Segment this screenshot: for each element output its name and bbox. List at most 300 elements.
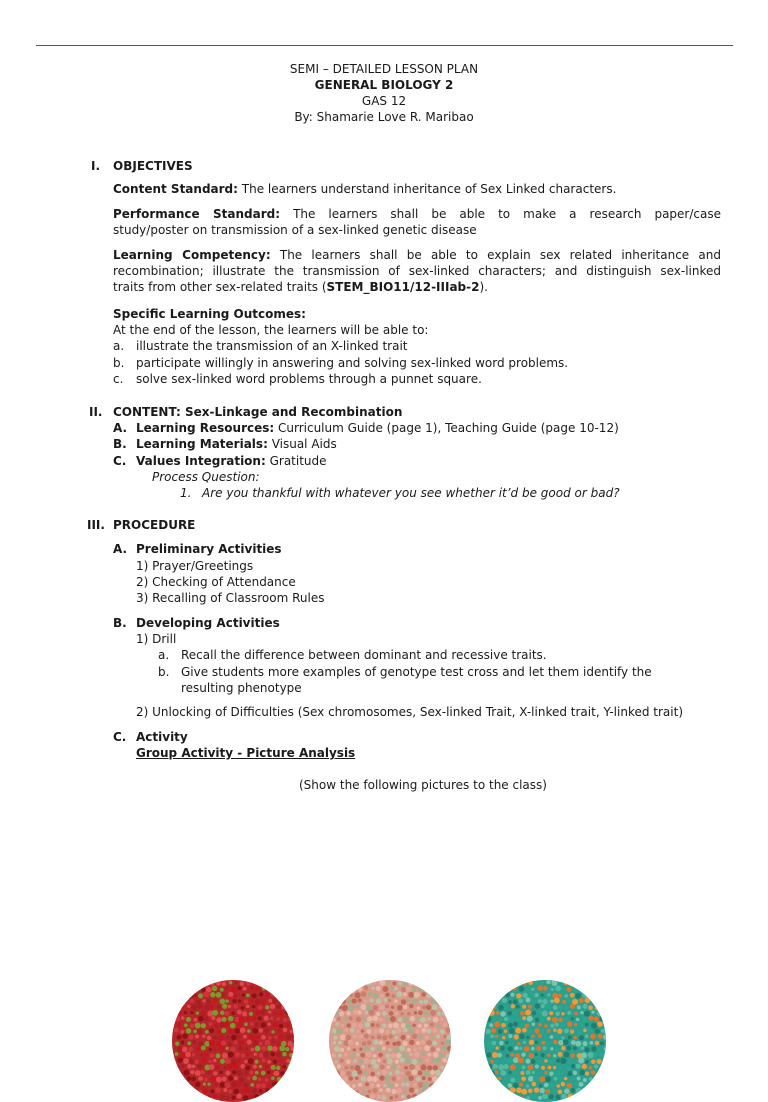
plate-dot [365,1095,369,1099]
plate-dot [520,1096,523,1099]
plate-dot [590,1041,594,1045]
plate-dot [371,1023,375,1027]
plate-dot [190,1011,193,1014]
plate-dot [575,1041,581,1047]
plate-dot [192,1040,196,1044]
plate-dot [578,1022,584,1028]
doc-grade: GAS 12 [361,94,407,108]
plate-dot [566,1083,572,1089]
plate-dot [195,1082,201,1088]
plate-dot [370,1094,375,1099]
plate-dot [403,1017,409,1023]
content-standard-label: Content Standard: [113,182,238,196]
plate-dot [545,1089,550,1094]
plate-dot [428,1017,431,1020]
plate-dot [189,1059,195,1065]
plate-dot [352,1084,356,1088]
plate-dot [487,981,492,986]
plate-dot [279,1045,285,1051]
plate-dot [244,1060,248,1064]
plate-dot [440,1066,444,1070]
plate-dot [597,998,602,1003]
plate-dot [522,980,528,985]
plate-dot [583,1078,587,1082]
plate-dot [444,980,449,985]
plate-dot [250,986,254,990]
plate-dot [175,1066,179,1070]
plate-dot [532,1082,537,1087]
plate-dot [490,1060,494,1064]
plate-dot [356,1053,360,1057]
plate-dot [348,1040,353,1045]
plate-dot [204,1016,208,1020]
plate-dot [493,993,497,997]
plate-dot [568,1071,573,1076]
plate-dot [204,1078,208,1082]
plate-dot [212,986,217,991]
plate-dot [377,1072,380,1075]
plate-dot [600,1041,604,1045]
plate-dot [388,1023,393,1028]
plate-dot [271,1052,276,1057]
plate-dot [174,1076,179,1081]
plate-dot [281,1005,285,1009]
plate-dot [373,1015,379,1021]
plate-dot [273,1012,276,1015]
plate-dot [180,992,186,998]
plate-dot [534,1087,539,1092]
section-num-procedure: III. [87,518,105,532]
plate-dot [558,1040,563,1045]
plate-dot [334,1071,340,1077]
plate-dot [449,1060,451,1064]
plate-dot [344,1053,348,1057]
plate-dot [541,1066,545,1070]
plate-dot [564,1065,569,1070]
plate-dot [196,987,199,990]
plate-dot [430,1010,436,1016]
plate-dot [267,1071,271,1075]
plate-dot [531,1047,535,1051]
plate-dot [390,1016,396,1022]
plate-dot [245,1065,250,1070]
list-item: 3) Recalling of Classroom Rules [136,591,325,605]
plate-dot [272,1046,278,1052]
plate-dot [196,1095,199,1098]
plate-dot [527,1096,531,1100]
plate-dot [395,1083,399,1087]
plate-dot [420,1017,426,1023]
plate-dot [501,1083,505,1087]
plate-dot [430,1047,435,1052]
plate-dot [558,1089,563,1094]
plate-dot [357,1070,362,1075]
plate-dot [243,1083,248,1088]
plate-dot [437,1084,441,1088]
plate-dot [186,1088,191,1093]
plate-dot [513,1083,518,1088]
section-num-objectives: I. [91,159,101,173]
plate-dot [518,1058,524,1064]
plate-dot [377,1046,382,1051]
plate-dot [419,1047,422,1050]
plate-dot [574,1059,579,1064]
plate-dot [373,1064,378,1069]
plate-dot [289,981,294,986]
plate-dot [516,1004,520,1008]
plate-dot [406,986,412,992]
plate-dot [262,987,265,990]
plate-dot [187,1064,192,1069]
list-item: C. Values Integration: Gratitude [113,454,327,468]
plate-dot [233,1004,238,1009]
plate-dot [502,998,507,1003]
plate-dot [198,1041,203,1046]
ishihara-plate-teal-orange [484,980,606,1102]
plate-dot [540,993,543,996]
plate-dot [291,1070,294,1074]
plate-dot [445,1065,449,1069]
plate-dot [285,1084,288,1087]
plate-dot [175,1041,179,1045]
plate-dot [503,1064,508,1069]
plate-dot [394,999,398,1003]
plate-dot [582,1089,588,1095]
learning-competency-line3: traits from other sex-related traits (STEM_BIO11/12-IIIab-2). [113,280,488,294]
plate-dot [426,1040,432,1046]
plate-dot [333,1036,337,1040]
plate-dot [198,980,203,985]
plate-dot [414,1011,417,1014]
plate-dot [176,999,182,1005]
plate-dot [550,1035,554,1039]
plate-dot [513,987,516,990]
plate-dot [285,1047,289,1051]
plate-dot [501,1060,505,1064]
plate-dot [591,1095,596,1100]
list-item: a. illustrate the transmission of an X-linked trait [113,339,408,353]
plate-dot [536,1046,541,1051]
plate-dot [363,1058,369,1064]
plate-dot [182,986,187,991]
plate-dot [519,1034,525,1040]
plate-dot [492,1041,497,1046]
plate-dot [599,1003,604,1008]
plate-dot [367,1029,372,1034]
plate-dot [292,1094,294,1099]
plate-dot [449,1096,451,1100]
plate-dot [364,1034,369,1039]
plate-dot [254,1094,259,1099]
plate-dot [585,1071,589,1075]
doc-subject: GENERAL BIOLOGY 2 [314,78,454,92]
plate-dot [222,1053,228,1059]
plate-dot [496,1046,499,1049]
content-standard-text: The learners understand inheritance of Sex Linked characters. [237,182,617,196]
plate-dot [418,1058,422,1062]
plate-dot [492,1077,496,1081]
plate-dot [572,986,578,992]
plate-dot [209,1053,214,1058]
plate-dot [584,1083,590,1089]
plate-dot [181,1064,184,1067]
plate-dot [529,992,534,997]
plate-dot [370,1072,375,1077]
plate-dot [561,1036,564,1039]
plate-dot [217,1029,221,1033]
plate-dot [278,1034,283,1039]
plate-dot [387,980,390,983]
plate-dot [278,1029,282,1033]
plate-dot [387,1065,390,1068]
plate-dots [484,980,606,1102]
plate-dot [258,1028,263,1033]
plate-dot [526,998,531,1003]
plate-dot [517,1076,521,1080]
plate-dot [279,1083,285,1089]
plate-dot [225,999,229,1003]
plate-dot [593,993,598,998]
plate-dot [196,1047,200,1051]
plate-dot [224,1082,230,1088]
plate-dot [198,1076,203,1081]
plate-dot [591,1059,596,1064]
plate-dot [553,1029,556,1032]
plate-dot [509,1028,515,1034]
plate-dot [385,1004,389,1008]
plate-dot [186,1028,192,1034]
plate-dot [513,1094,518,1099]
plate-dot [331,1053,336,1058]
plate-dot [553,1066,556,1069]
plate-dot [365,1082,369,1086]
plate-dot [585,1060,589,1064]
plate-dot [492,1052,498,1058]
plate-dot [367,1016,373,1022]
plate-dot [190,1070,194,1074]
plate-dot [534,993,539,998]
plate-dot [250,1083,254,1087]
plate-dot [554,1089,557,1092]
plate-dot [519,1047,522,1050]
plate-dot [507,1011,512,1016]
plate-dot [582,993,587,998]
plate-dot [545,1004,550,1009]
plate-dot [491,1028,496,1033]
plate-dot [543,1046,547,1050]
plate-dot [506,1054,509,1057]
plate-dot [539,1029,545,1035]
plate-dot [510,1077,515,1082]
plate-dot [244,1071,248,1075]
plate-dot [585,1034,589,1038]
plate-dot [335,1011,339,1015]
plate-dot [367,1040,372,1045]
plate-dot [364,1000,367,1003]
plate-dot [286,1096,290,1100]
plate-dot [561,1046,566,1051]
plate-dot [249,1012,253,1016]
plate-dot [376,998,382,1004]
plate-dot [489,1010,495,1016]
plate-dot [433,981,437,985]
plate-dot [583,1028,587,1032]
plate-dot [260,1009,265,1014]
plate-dot [344,1028,348,1032]
process-question-label: Process Question: [152,470,260,484]
plate-dot [396,991,402,997]
plate-dot [594,1064,598,1068]
plate-dot [561,1070,565,1074]
plate-dot [331,992,336,997]
plate-dot [547,1029,551,1033]
plate-dot [397,1065,401,1069]
plate-dot [175,981,179,985]
plate-dot [285,998,290,1003]
plate-dot [224,1022,230,1028]
plate-dot [286,1024,290,1028]
plate-dot [517,1018,521,1022]
plate-dot [233,1089,239,1095]
plate-dot [340,1048,344,1052]
plate-dot [549,1072,553,1076]
plate-dot [430,1070,435,1075]
plate-dot [213,999,217,1003]
plate-dot [486,1088,491,1093]
plate-dot [495,1058,500,1063]
plate-dot [287,1064,291,1068]
plate-dot [335,986,339,990]
plate-dot [254,1060,258,1064]
plate-dot [226,1036,229,1039]
plate-dot [228,1076,233,1081]
plate-dot [439,1053,444,1058]
plate-dot [196,1011,199,1014]
plate-dot [512,1069,518,1075]
plate-dot [496,1083,499,1086]
plate-dot [535,1053,538,1056]
plate-dot [338,1053,342,1057]
plate-dot [579,1035,584,1040]
plate-dot [283,1028,288,1033]
plate-dot [221,1040,227,1046]
plate-dot [289,1075,294,1081]
plate-dot [591,1046,596,1051]
plate-dot [282,1052,287,1057]
plate-dot [343,980,348,985]
plate-dot [383,1084,386,1087]
plate-dot [364,986,368,990]
plate-dot [415,1089,419,1093]
plate-dot [581,1052,587,1058]
plate-dot [267,1096,271,1100]
plate-dot [394,1095,398,1099]
plate-dot [422,1076,426,1080]
plate-dot [421,1088,426,1093]
plate-dot [209,980,215,986]
plate-dot [180,1041,184,1045]
plate-dot [486,1063,492,1069]
plate-dot [237,1022,242,1027]
plate-dot [435,1057,440,1062]
drill-label: 1) Drill [136,632,177,646]
plate-dot [419,1000,423,1004]
plate-dot [334,999,338,1003]
plate-dot [500,1070,506,1076]
plate-dot [401,1082,405,1086]
plate-dot [498,982,502,986]
plate-dot [276,1017,279,1020]
list-item-continuation: resulting phenotype [181,681,302,695]
plate-dot [240,1028,246,1034]
plate-dot [424,1011,429,1016]
plate-dot [286,1059,290,1063]
plate-dot [603,1082,606,1087]
plate-dot [211,1089,215,1093]
plate-dot [599,1052,605,1058]
plate-dot [181,981,184,984]
list-item: a. Recall the difference between dominant and recessive traits. [158,648,547,662]
plate-dot [594,1077,600,1083]
plate-dot [245,1047,248,1050]
plate-dot [591,1070,596,1075]
plate-dot [220,1082,226,1088]
plate-dot [383,1060,387,1064]
plate-dot [535,1040,539,1044]
plate-dot [496,1096,500,1100]
plate-dot [379,1028,384,1033]
plate-dot [564,1005,569,1010]
plate-dot [586,1095,590,1099]
plate-dot [504,1017,508,1021]
section-num-content: II. [89,405,103,419]
plate-dot [276,1005,281,1010]
plate-dot [188,1034,193,1039]
plate-dot [423,1082,429,1088]
plate-dot [544,1036,547,1039]
plate-dot [541,1004,545,1008]
plate-dot [504,1076,508,1080]
plate-dot [423,999,428,1004]
plate-dot [401,1035,406,1040]
doc-type: SEMI – DETAILED LESSON PLAN [289,62,479,76]
list-item: b. Give students more examples of genotype test cross and let them identify the [158,665,652,679]
plate-dot [404,1066,408,1070]
top-rule [36,45,733,46]
plate-dot [220,1095,225,1100]
plate-dot [417,1006,420,1009]
plate-dot [595,1006,600,1011]
plate-dot [532,1071,535,1074]
plate-dot [529,1040,534,1045]
plate-dot [337,1064,341,1068]
plate-dot [378,1053,383,1058]
plate-dot [561,1082,566,1087]
plate-dot [362,1090,366,1094]
plate-dot [557,1028,562,1033]
plate-dot [341,1094,347,1100]
plate-dot [499,1089,504,1094]
plate-dot [379,1040,384,1045]
plate-dot [228,1016,234,1022]
plate-dot [348,1076,352,1080]
plate-dot [391,994,395,998]
plate-dot [267,1060,271,1064]
plate-dot [516,993,521,998]
plate-dot [357,1010,361,1014]
plate-dot [259,1053,264,1058]
plate-dot [189,1083,193,1087]
